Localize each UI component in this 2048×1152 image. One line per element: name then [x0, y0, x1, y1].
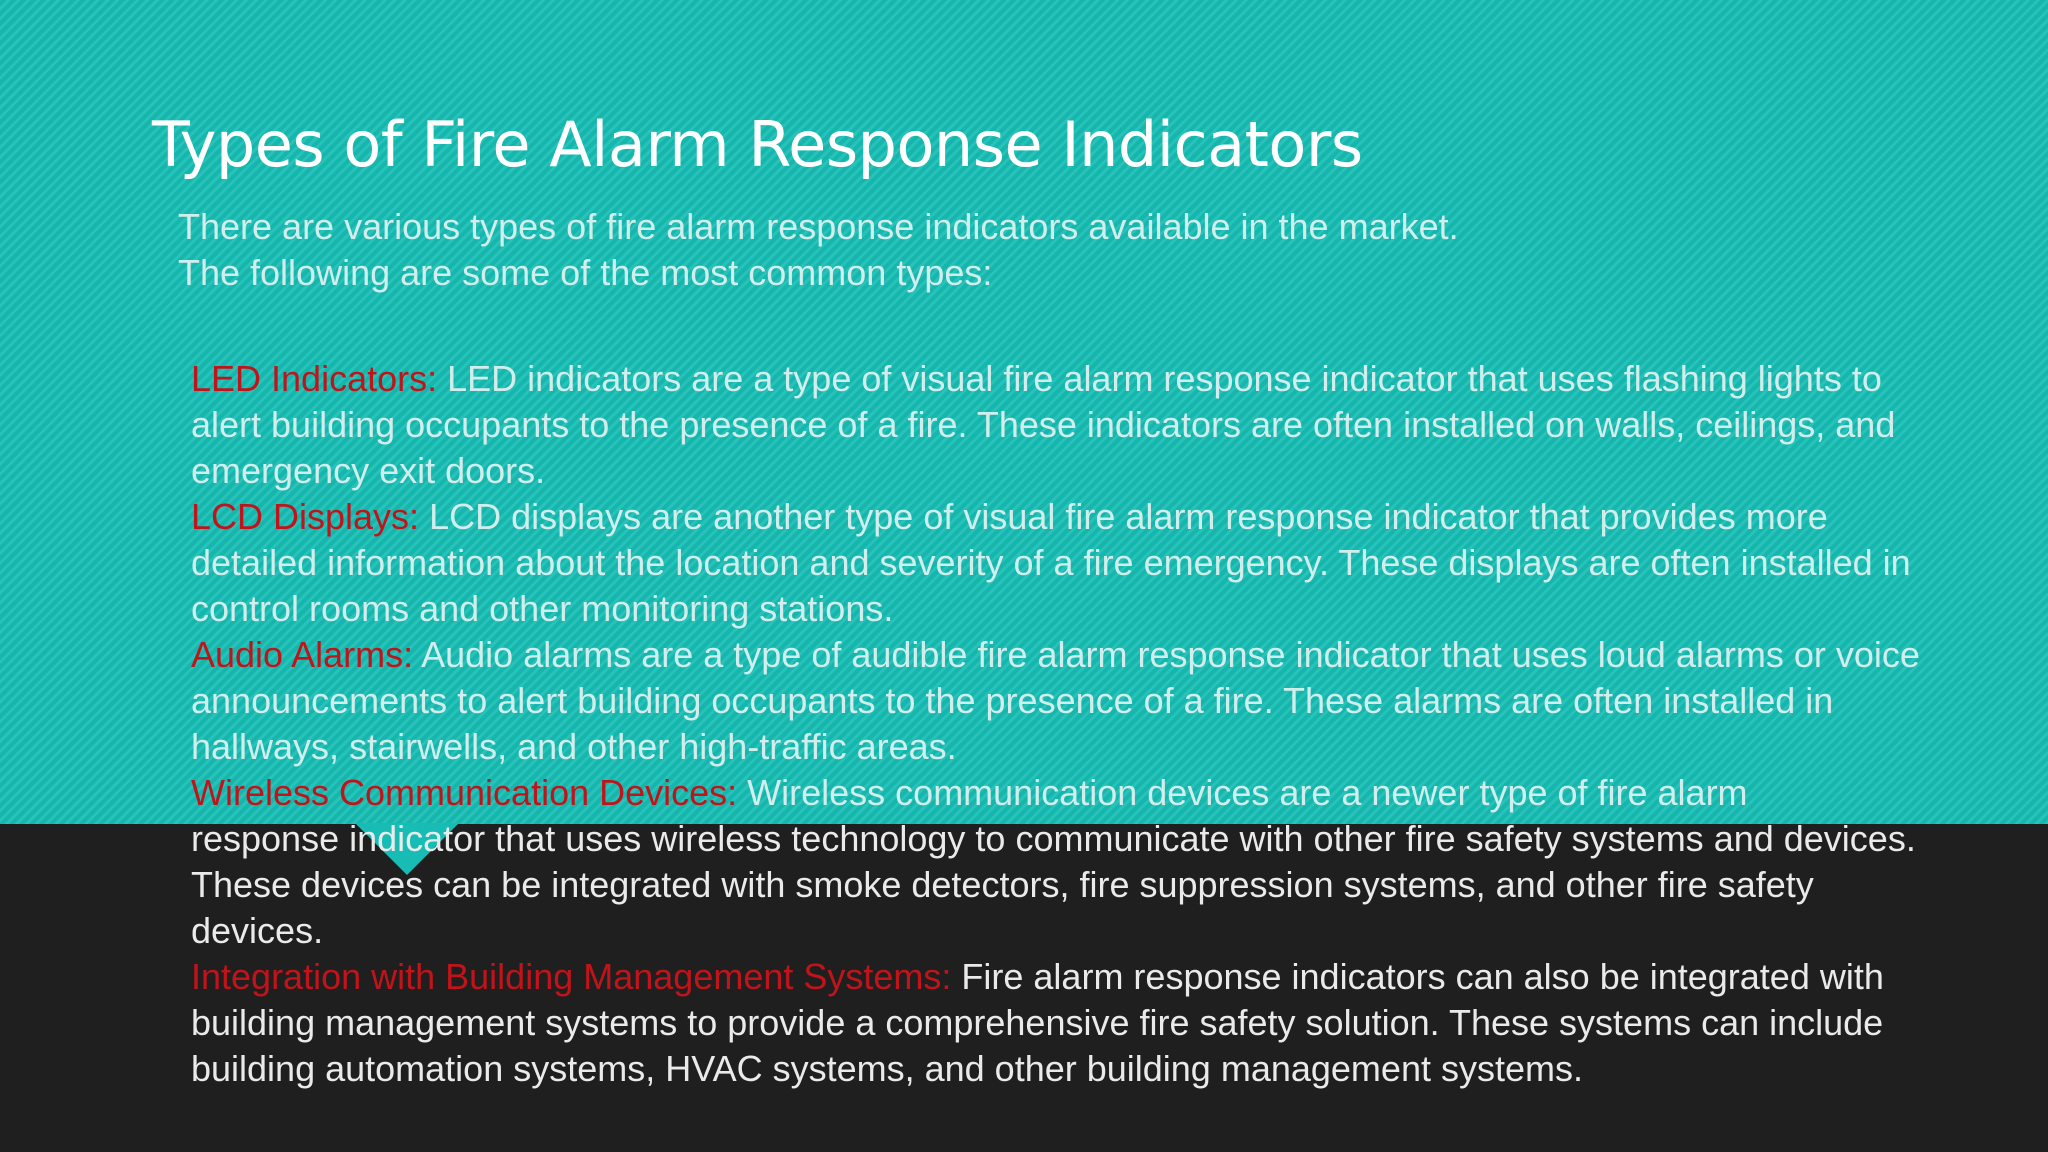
intro-paragraph: There are various types of fire alarm response indicators available in the market. The following are some of the most common types: [178, 206, 1459, 293]
description-wireless-devices-rest: response indicator that uses wireless technology to communicate with other fire safety systems and devices. These devices can be integrated with smoke detectors, fire suppression systems, and other fire safety devices. [191, 818, 1916, 951]
list-item-audio-alarms [191, 632, 1931, 770]
slide-title: Types of Fire Alarm Response Indicators [152, 108, 1363, 181]
description-lcd-displays: LCD displays are another type of visual fire alarm response indicator that provides more detailed information about the location and severity of a fire emergency. These displays are often installed in control rooms and other monitoring stations. [191, 496, 1911, 629]
description-audio-alarms: Audio alarms are a type of audible fire alarm response indicator that uses loud alarms or voice announcements to alert building occupants to the presence of a fire. These alarms are often installed in hallways, stairwells, and other high-traffic areas. [191, 634, 1920, 767]
term-lcd-displays: LCD Displays: [191, 496, 420, 537]
description-wireless-devices-first-line: Wireless communication devices are a newer type of fire alarm [737, 772, 1748, 813]
description-building-management: Fire alarm response indicators can also be integrated with building management systems to provide a comprehensive fire safety solution. These systems can include building automation systems, HVAC systems, and other building management systems. [191, 956, 1884, 1089]
list-item-lcd-displays [191, 494, 1931, 632]
term-led-indicators: LED Indicators: [191, 358, 438, 399]
term-wireless-devices: Wireless Communication Devices: [191, 772, 738, 813]
term-audio-alarms: Audio Alarms: [191, 634, 414, 675]
list-item-wireless-devices [191, 770, 1931, 954]
term-building-management: Integration with Building Management Systems: [191, 956, 952, 997]
list-item-led-indicators [191, 356, 1931, 494]
description-led-indicators: LED indicators are a type of visual fire alarm response indicator that uses flashing lights to alert building occupants to the presence of a fire. These indicators are often installed on walls, ceilings, and emergency exit doors. [191, 358, 1896, 491]
indicator-list [191, 356, 1931, 1092]
list-item-building-management [191, 954, 1931, 1092]
